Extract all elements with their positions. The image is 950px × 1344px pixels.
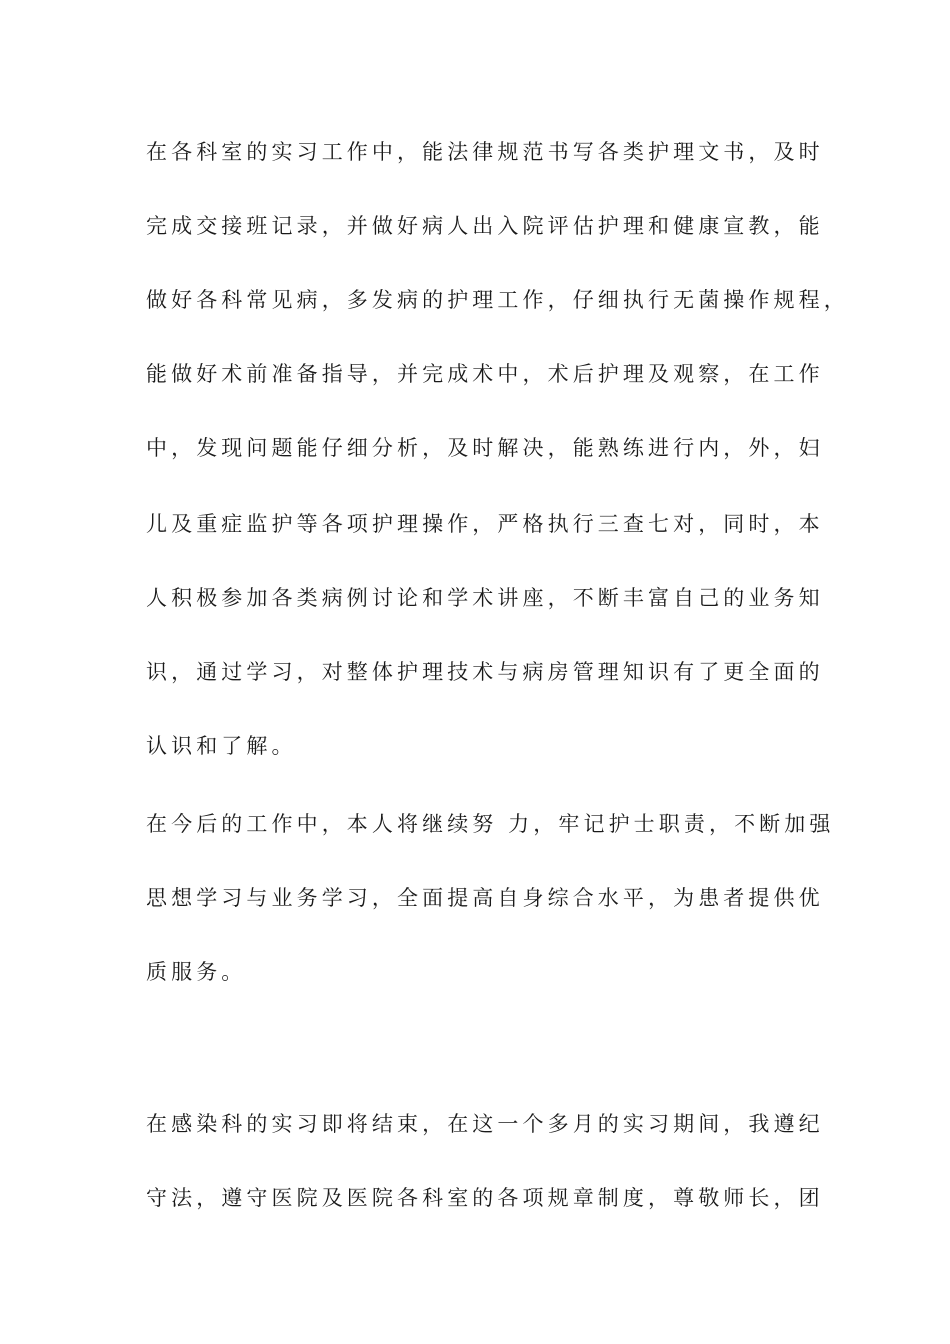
paragraph-line: 在感染科的实习即将结束，在这一个多月的实习期间，我遵纪: [146, 1112, 824, 1136]
paragraph-line: 认识和了解。: [146, 734, 297, 758]
paragraph-line: 中，发现问题能仔细分析，及时解决，能熟练进行内，外，妇: [146, 436, 824, 460]
paragraph-line: 儿及重症监护等各项护理操作，严格执行三查七对，同时，本: [146, 512, 824, 536]
paragraph-line: 质服务。: [146, 960, 247, 984]
paragraph-line: 做好各科常见病，多发病的护理工作，仔细执行无菌操作规程，: [146, 288, 849, 312]
paragraph-line: 思想学习与业务学习，全面提高自身综合水平，为患者提供优: [146, 886, 824, 910]
paragraph-line: 在各科室的实习工作中，能法律规范书写各类护理文书，及时: [146, 140, 824, 164]
paragraph-line: 守法，遵守医院及医院各科室的各项规章制度，尊敬师长，团: [146, 1186, 824, 1210]
paragraph-line: 能做好术前准备指导，并完成术中，术后护理及观察，在工作: [146, 362, 824, 386]
paragraph-line: 人积极参加各类病例讨论和学术讲座，不断丰富自己的业务知: [146, 586, 824, 610]
paragraph-line: 在今后的工作中，本人将继续努 力，牢记护士职责，不断加强: [146, 812, 835, 836]
paragraph-line: 识，通过学习，对整体护理技术与病房管理知识有了更全面的: [146, 660, 824, 684]
paragraph-line: 完成交接班记录，并做好病人出入院评估护理和健康宣教，能: [146, 214, 824, 238]
